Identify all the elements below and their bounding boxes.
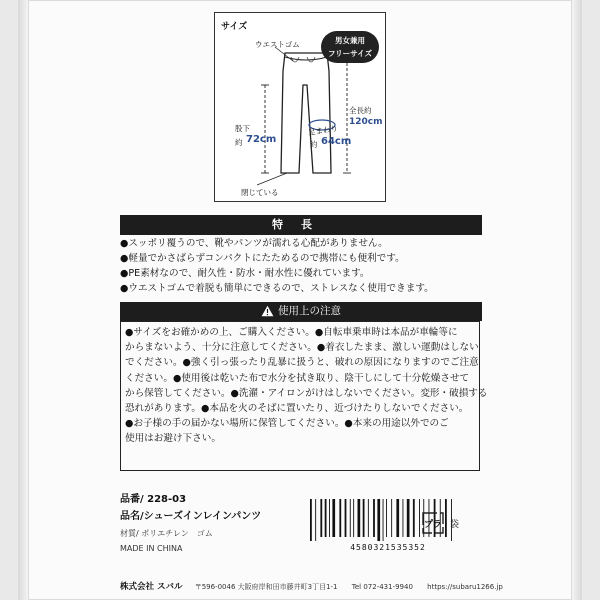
product-material: 材質/ ポリエチレン ゴム	[120, 529, 213, 538]
barcode-bar	[332, 499, 335, 537]
barcode-bar	[358, 499, 361, 537]
barcode-bar	[363, 499, 365, 537]
barcode-bar	[377, 499, 380, 541]
company-url: https://subaru1266.jp	[427, 583, 503, 591]
free-size-badge	[321, 31, 379, 63]
company-tel: Tel 072-431-9940	[351, 583, 413, 591]
features-heading: 特長	[120, 215, 482, 235]
feature-item: ●PE素材なので、耐久性・防水・耐水性に優れています。	[120, 268, 370, 279]
barcode-bar	[325, 499, 327, 537]
caution-line: からまないよう、十分に注意してください。●着衣したまま、激しい運動はしない	[125, 342, 479, 354]
feature-item: ●ウエストゴムで着脱も簡単にできるので、ストレスなく使用できます。	[120, 283, 434, 294]
barcode-bar	[320, 499, 322, 537]
product-number: 品番/ 228-03	[120, 494, 187, 505]
waist-label: ウエストゴム	[255, 40, 300, 49]
barcode-bar	[329, 499, 330, 537]
recycle-mark-text: プラ	[423, 520, 443, 530]
caution-line: 恐れがあります。●本品を火のそばに置いたり、近づけたりしないでください。	[125, 403, 469, 415]
caution-line: ●サイズをお確かめの上、ご購入ください。●自転車乗車時は本品が車輪等に	[125, 327, 458, 338]
inseam-label: 股下	[235, 124, 250, 133]
length-value: 120cm	[349, 117, 383, 127]
barcode-bar	[383, 499, 384, 541]
company-footer	[120, 580, 515, 592]
features-list	[120, 236, 482, 296]
feature-item: ●スッポリ覆うので、靴やパンツが濡れる心配がありません。	[120, 238, 388, 249]
caution-line: 使用はお避け下さい。	[125, 433, 221, 445]
inseam-value: 72cm	[246, 134, 277, 145]
product-name: 品名/シューズインレインパンツ	[120, 511, 262, 522]
company-name: 株式会社 スバル	[120, 582, 183, 592]
caution-line: ●お子様の手の届かない場所に保管してください。●本来の用途以外でのご	[125, 418, 449, 430]
size-diagram	[214, 12, 386, 202]
leg-circumference-label: 足まわり	[307, 123, 339, 138]
barcode-bar	[310, 499, 312, 541]
barcode-bar	[368, 499, 369, 537]
barcode-bar	[391, 499, 392, 537]
badge-unisex: 男女兼用	[335, 36, 365, 45]
leg-circumference-prefix: 約	[310, 140, 318, 149]
caution-heading: 使用上の注意	[278, 305, 341, 317]
caution-line: ください。●使用後は乾いた布で水分を拭き取り、陰干しにして十分乾燥させて	[125, 372, 470, 384]
inseam-prefix: 約	[235, 138, 243, 147]
barcode-bar	[386, 499, 387, 537]
barcode-bar	[315, 499, 316, 541]
caution-line: から保管してください。●洗濯・アイロンがけはしないでください。変形・破損する	[125, 387, 488, 399]
recycle-pla-icon	[420, 510, 446, 536]
warning-icon	[261, 305, 274, 317]
product-origin: MADE IN CHINA	[120, 544, 183, 553]
barcode-bar	[353, 499, 354, 537]
feature-item: ●軽量でかさばらずコンパクトにたためるので携帯にも便利です。	[120, 253, 405, 264]
caution-box	[120, 321, 488, 471]
length-label: 全長約	[349, 106, 372, 115]
barcode-number: 4580321535352	[350, 543, 426, 552]
size-title: サイズ	[221, 22, 248, 32]
barcode-bar	[407, 499, 410, 537]
closed-hem-label: 閉じている	[241, 188, 279, 197]
caution-heading-bar	[120, 302, 482, 321]
barcode-bar	[403, 499, 404, 537]
barcode-bar	[339, 499, 341, 537]
leg-circumference-value: 64cm	[321, 136, 352, 147]
caution-line: でください。●強く引っ張ったり乱暴に扱うと、破れの原因になりますのでご注意	[125, 357, 479, 369]
badge-free-size: フリーサイズ	[327, 49, 373, 58]
company-address: 〒596-0046 大阪府岸和田市藤井町3丁目1-1	[194, 583, 338, 591]
package-background	[28, 0, 572, 600]
barcode-bar	[373, 499, 375, 537]
barcode-bar	[396, 499, 399, 537]
barcode-bar	[350, 499, 351, 537]
barcode-bar	[345, 499, 347, 537]
barcode-bar	[413, 499, 415, 537]
recycle-label: 袋	[450, 520, 460, 530]
